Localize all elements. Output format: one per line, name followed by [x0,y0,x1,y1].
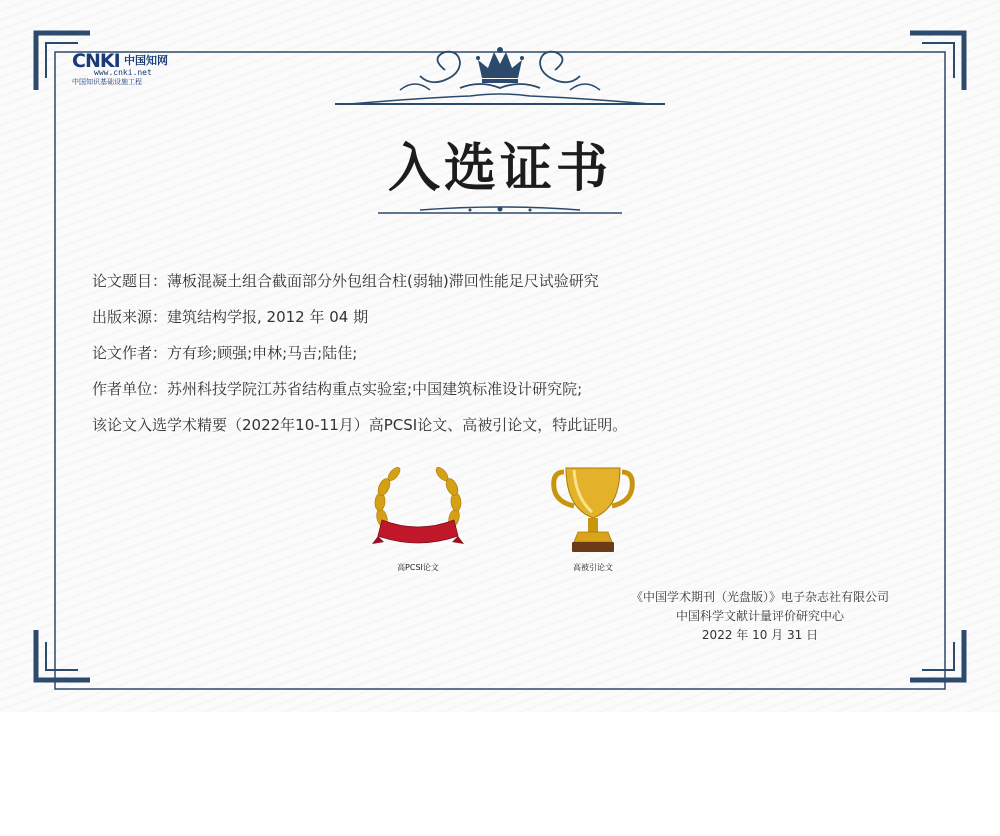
laurel-wreath-icon [368,462,468,558]
certificate-title: 入选证书 [387,139,612,199]
field-authors [92,335,912,371]
issuer-org-1: 《中国学术期刊（光盘版）》电子杂志社有限公司 [630,590,889,604]
cnki-logo-slogan: 中国知识基础设施工程 [72,78,142,86]
field-value: 薄板混凝土组合截面部分外包组合柱(弱轴)滞回性能足尺试验研究 [167,272,599,290]
field-label: 出版来源： [92,308,168,326]
field-publication-source [92,299,912,335]
field-value: 方有珍;顾强;申林;马吉;陆佳; [167,344,358,362]
field-value: 苏州科技学院江苏省结构重点实验室;中国建筑标准设计研究院; [167,380,583,398]
award-caption: 高被引论文 [573,563,613,572]
cnki-logo-url: www.cnki.net [94,68,152,77]
cnki-logo[interactable] [72,50,182,86]
issuer-org-2: 中国科学文献计量评价研究中心 [675,609,844,623]
cnki-logo-mark: CNKI [72,50,120,72]
field-affiliations [92,371,912,407]
cnki-logo-cn-name: 中国知网 [124,54,168,67]
issuer-block [560,588,960,645]
trophy-icon [548,462,638,558]
field-paper-title [92,263,912,299]
certificate-statement: 该论文入选学术精要（2022年10-11月）高PCSI论文、高被引论文，特此证明。 [92,416,628,434]
award-high-pcsi [368,462,468,573]
field-label: 论文题目： [92,272,168,290]
award-highly-cited [548,462,638,573]
field-value: 建筑结构学报, 2012 年 04 期 [167,308,369,326]
award-caption: 高PCSI论文 [397,563,439,572]
certificate-body [92,263,912,443]
issue-date: 2022 年 10 月 31 日 [701,628,819,642]
field-label: 论文作者： [92,344,168,362]
field-label: 作者单位： [92,380,168,398]
